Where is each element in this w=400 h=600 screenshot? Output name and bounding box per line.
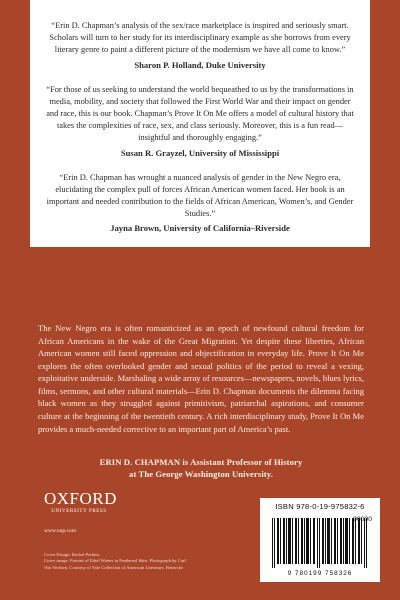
blurb-grayzel xyxy=(44,84,356,159)
blurb-quote: “For those of us seeking to understand the world bequeathed to us by the transformations in media, mobility, and society that followed the First World War and their impact on gender and race, this is our book. Chapman’s Prove It On Me offers a model of cultural history that takes the complexities of race, sex, and class seriously. Moreover, this is a fun read—insightful and thoroughly engaging.” xyxy=(46,84,354,142)
credit-line: Van Vechten. Courtesy of Yale Collection of American Literature, Beinecke xyxy=(44,564,183,570)
cover-credits xyxy=(44,552,224,571)
blurb-author: Jayna Brown, University of California–Riverside xyxy=(110,223,290,234)
publisher-website: www.oup.com xyxy=(44,528,77,534)
credit-line: Cover Design: Rachel Perkins xyxy=(44,552,100,557)
blurb-brown xyxy=(44,172,356,235)
price-code: 90000 xyxy=(353,516,372,523)
barcode-digits: 9 780199 758326 xyxy=(287,570,353,577)
isbn-label: ISBN 978-0-19-975832-6 xyxy=(275,502,365,511)
credit-line: Cover image: Portrait of Ethel Waters in Feathered Skirt. Photograph by Carl xyxy=(44,558,186,564)
blurb-author: Susan R. Grayzel, University of Mississippi xyxy=(120,147,280,158)
blurb-holland xyxy=(44,20,356,71)
publisher-name: OXFORD xyxy=(44,489,117,508)
publisher-logo xyxy=(44,489,117,514)
barcode-icon xyxy=(270,518,370,568)
publisher-subname: UNIVERSITY PRESS xyxy=(51,509,107,514)
blurb-panel xyxy=(30,0,370,247)
barcode-box xyxy=(260,498,380,582)
book-description: The New Negro era is often romanticized as an epoch of newfound cultural freedom for African Americans in the wake of the Great Migration. Yet despite these liberties, African American women still faced oppression and objectification in everyday life. Prove It On Me explores the often overlooked gender and sexual politics of the period to reveal a vexing, exploitative underside. Marshaling a wide array of resources—newspapers, novels, blues lyrics, films, sermons, and other cultural materials—Erin D. Chapman documents the dilemma facing black women as they struggled against primitivism, patriarchal aspirations, and consumer culture at the beginning of the twentieth century. A rich interdisciplinary study, Prove It On Me provides a much-needed corrective to an important part of America’s past. xyxy=(38,323,364,434)
blurb-quote: “Erin D. Chapman’s analysis of the sex/race marketplace is inspired and seriously smart. Scholars will turn to her study for its interdisciplinary example as she borrows from every literary genre to paint a different picture of the modernism we have all come to know.” xyxy=(49,21,351,54)
blurb-author: Sharon P. Holland, Duke University xyxy=(134,59,266,70)
author-bio-line: ERIN D. CHAPMAN is Assistant Professor of History xyxy=(99,457,303,467)
author-bio-line: at The George Washington University. xyxy=(129,469,273,480)
blurb-quote: “Erin D. Chapman has wrought a nuanced analysis of gender in the New Negro era, elucidating the complex pull of forces African American women faced. Her book is an important and needed contribution to the fields of African American, Women’s, and Gender Studies.” xyxy=(46,172,354,218)
author-bio xyxy=(38,456,364,481)
